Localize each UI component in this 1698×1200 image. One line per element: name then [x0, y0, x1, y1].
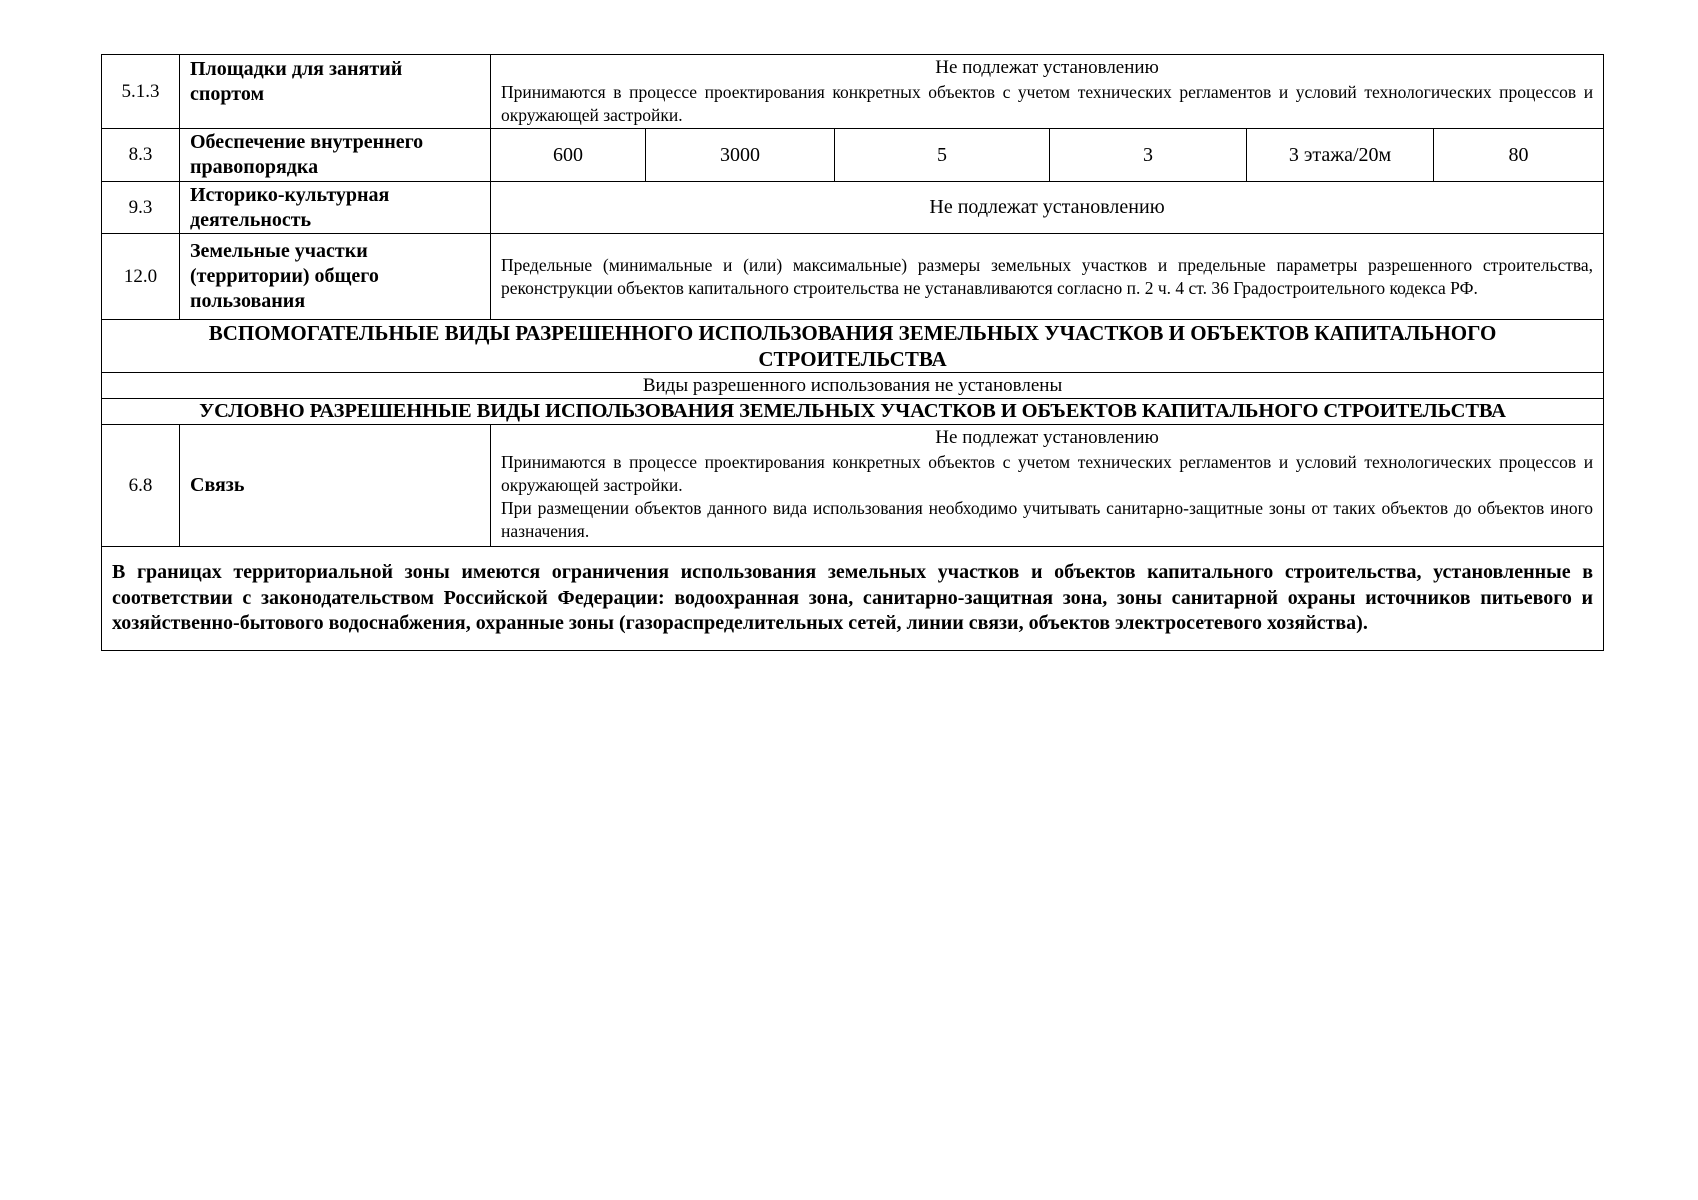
conditional-section-heading: УСЛОВНО РАЗРЕШЕННЫЕ ВИДЫ ИСПОЛЬЗОВАНИЯ ЗЕМЕЛЬНЫХ УЧАСТКОВ И ОБЪЕКТОВ КАПИТАЛЬНОГО СТРОИТЕЛЬСТВА [102, 399, 1604, 425]
row-code: 12.0 [102, 234, 180, 320]
footer-row [102, 547, 1604, 651]
row-name: Земельные участки (территории) общего пользования [180, 234, 491, 320]
auxiliary-section-heading: ВСПОМОГАТЕЛЬНЫЕ ВИДЫ РАЗРЕШЕННОГО ИСПОЛЬЗОВАНИЯ ЗЕМЕЛЬНЫХ УЧАСТКОВ И ОБЪЕКТОВ КАПИТАЛЬНОГО СТРОИТЕЛЬСТВА [102, 320, 1604, 373]
row-name: Обеспечение внутреннего правопорядка [180, 129, 491, 182]
row-code: 8.3 [102, 129, 180, 182]
row-details [491, 425, 1604, 547]
table-row [102, 425, 1604, 547]
row-name: Историко-культурная деятельность [180, 182, 491, 234]
row-note: Принимаются в процессе проектирования конкретных объектов с учетом технических регламентов и условий технологических процессов и окружающей застройки. [501, 82, 1594, 125]
row-status: Не подлежат установлению [935, 426, 1159, 448]
row-code: 9.3 [102, 182, 180, 234]
row-details [491, 55, 1604, 129]
row-note: Принимаются в процессе проектирования конкретных объектов с учетом технических регламентов и условий технологических процессов и окружающей застройки. [501, 452, 1594, 495]
table-row [102, 55, 1604, 129]
value-cell: 3 [1050, 129, 1247, 182]
row-code: 5.1.3 [102, 55, 180, 129]
auxiliary-section-note: Виды разрешенного использования не установлены [102, 373, 1604, 399]
section-header-row [102, 399, 1604, 425]
row-note: Предельные (минимальные и (или) максимальные) размеры земельных участков и предельные параметры разрешенного строительства, реконструкции объектов капитального строительства не устанавливаются согласно п. 2 ч. 4 ст. 36 Градостроительного кодекса РФ. [491, 234, 1604, 320]
table-row [102, 129, 1604, 182]
table-row [102, 234, 1604, 320]
value-cell: 3 этажа/20м [1247, 129, 1434, 182]
section-note-row [102, 373, 1604, 399]
row-name: Площадки для занятий спортом [180, 55, 491, 129]
table-row [102, 182, 1604, 234]
value-cell: 3000 [646, 129, 835, 182]
row-code: 6.8 [102, 425, 180, 547]
value-cell: 600 [491, 129, 646, 182]
row-status: Не подлежат установлению [491, 182, 1604, 234]
row-status: Не подлежат установлению [935, 56, 1159, 78]
row-note: При размещении объектов данного вида использования необходимо учитывать санитарно-защитные зоны от таких объектов до объектов иного назначения. [501, 498, 1594, 541]
restrictions-note: В границах территориальной зоны имеются ограничения использования земельных участков и объектов капитального строительства, установленные в соответствии с законодательством Российской Федерации: водоохранная зона, санитарно-защитная зона, зоны санитарной охраны источников питьевого и хозяйственно-бытового водоснабжения, охранные зоны (газораспределительных сетей, линии связи, объектов электросетевого хозяйства). [102, 547, 1604, 651]
zoning-regulations-table [101, 54, 1604, 651]
value-cell: 80 [1434, 129, 1604, 182]
row-name: Связь [180, 425, 491, 547]
value-cell: 5 [835, 129, 1050, 182]
section-header-row [102, 320, 1604, 373]
